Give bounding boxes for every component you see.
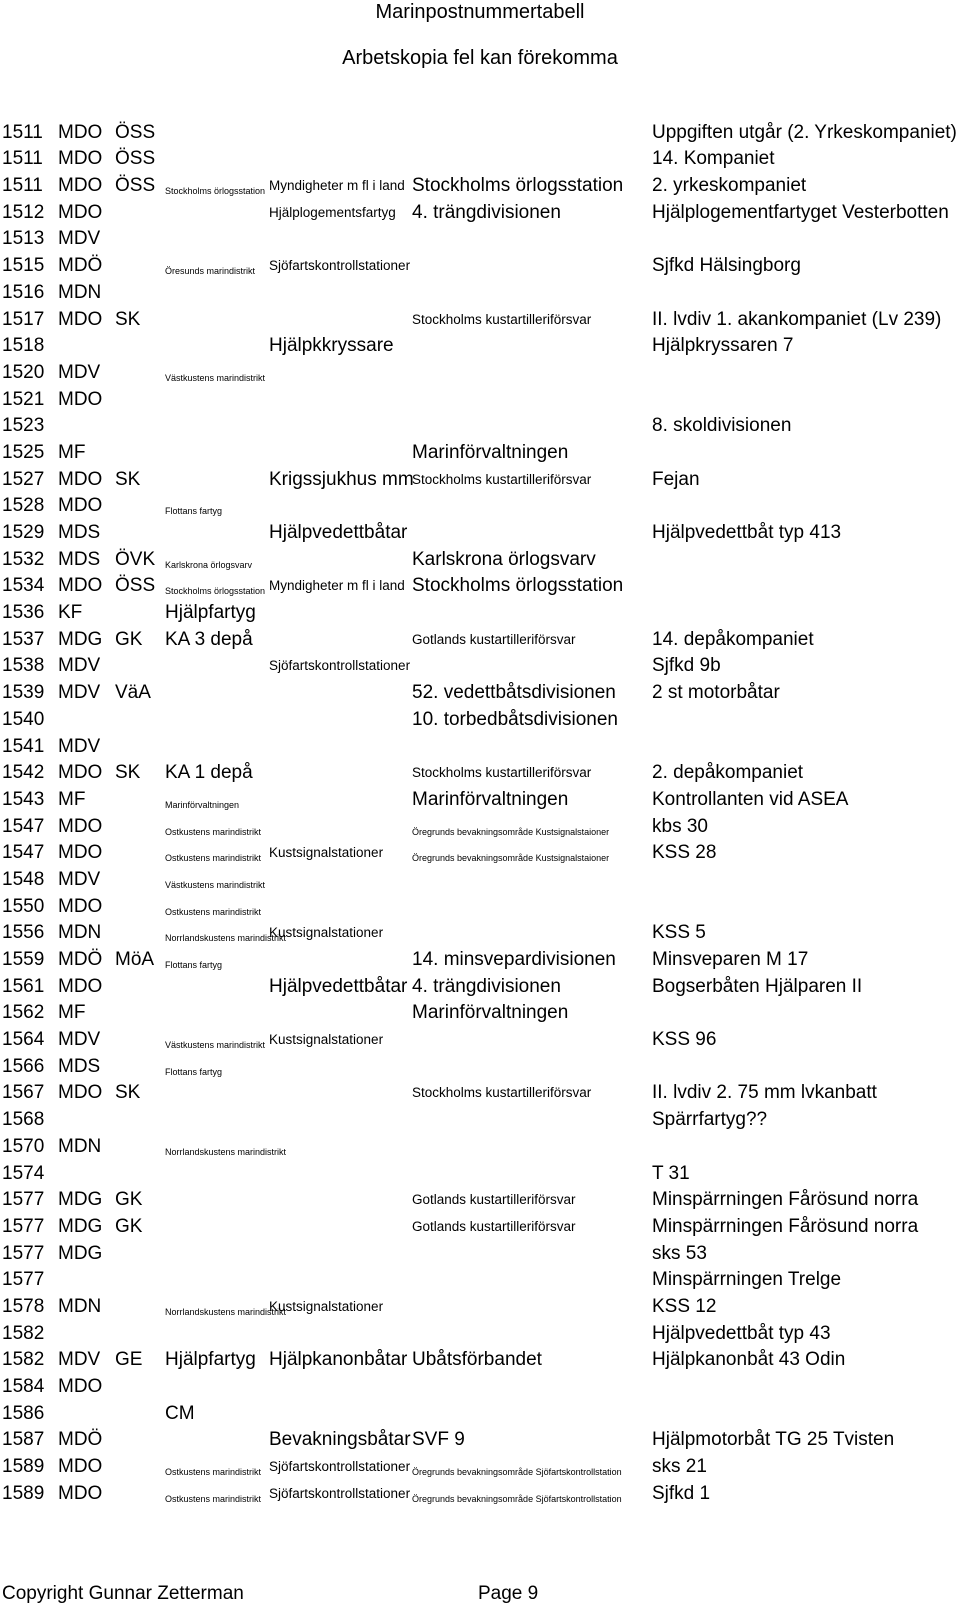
table-row: [0, 468, 960, 495]
cell-district: MDV: [58, 1349, 101, 1371]
cell-district: MDS: [58, 1055, 101, 1077]
cell-postnummer: 1550: [2, 895, 45, 917]
table-row: [0, 388, 960, 415]
cell-district: KF: [58, 602, 83, 624]
cell-district-name: Hjälpfartyg: [165, 602, 256, 624]
cell-district: MDV: [58, 735, 101, 757]
cell-district: MDO: [58, 1376, 103, 1397]
cell-category: Sjöfartskontrollstationer: [269, 1459, 411, 1475]
cell-district: MDÖ: [58, 949, 103, 970]
table-row: [0, 788, 960, 815]
table-row: [0, 1028, 960, 1055]
cell-unit-code: SK: [115, 1082, 141, 1104]
table-row: [0, 201, 960, 228]
cell-postnummer: 1517: [2, 308, 45, 330]
cell-description: Hjälplogementfartyget Vesterbotten: [652, 201, 949, 223]
cell-organisation: 52. vedettbåtsdivisionen: [412, 682, 616, 704]
table-row: [0, 548, 960, 575]
cell-category: Sjöfartskontrollstationer: [269, 258, 411, 274]
table-row: [0, 628, 960, 655]
cell-unit-code: ÖSS: [115, 575, 156, 597]
table-row: [0, 148, 960, 175]
cell-category: Myndigheter m fl i land: [269, 578, 405, 594]
table-row: [0, 308, 960, 335]
cell-unit-code: ÖSS: [115, 121, 156, 143]
cell-district: MDN: [58, 281, 102, 303]
cell-district: MDO: [58, 895, 103, 917]
cell-district: MDN: [58, 1295, 102, 1317]
cell-postnummer: 1529: [2, 522, 45, 543]
footer-page-number: Page 9: [478, 1583, 539, 1604]
cell-postnummer: 1511: [2, 148, 43, 170]
cell-description: Uppgiften utgår (2. Yrkeskompaniet): [652, 121, 957, 143]
cell-district-name: Flottans fartyg: [165, 1066, 223, 1077]
cell-district: MDN: [58, 922, 102, 944]
cell-description: KSS 12: [652, 1295, 717, 1317]
cell-district-name: KA 1 depå: [165, 762, 253, 784]
cell-description: Hjälpmotorbåt TG 25 Tvisten: [652, 1429, 895, 1451]
table-row: [0, 895, 960, 922]
table-row: [0, 415, 960, 442]
cell-organisation: Öregrunds bevakningsområde Kustsignalstaioner: [412, 826, 610, 837]
cell-postnummer: 1536: [2, 602, 45, 624]
cell-category: Myndigheter m fl i land: [269, 178, 405, 194]
cell-postnummer: 1547: [2, 842, 45, 864]
cell-district-name: Norrlandskustens marindistrikt: [165, 1146, 287, 1157]
cell-district: MDV: [58, 1029, 101, 1051]
cell-category: Hjälpvedettbåtar: [269, 522, 408, 543]
cell-category: Hjälplogementsfartyg: [269, 204, 396, 220]
table-row: [0, 735, 960, 762]
table-row: [0, 1429, 960, 1456]
cell-description: Sjfkd 9b: [652, 655, 721, 677]
cell-district-name: KA 3 depå: [165, 628, 253, 650]
cell-district-name: CM: [165, 1402, 195, 1424]
cell-postnummer: 1520: [2, 361, 45, 383]
cell-district-name: Hjälpfartyg: [165, 1349, 256, 1371]
cell-organisation: Öregrunds bevakningsområde Kustsignalstaioner: [412, 853, 610, 864]
cell-description: Hjälpkryssaren 7: [652, 335, 794, 357]
cell-description: sks 21: [652, 1456, 707, 1478]
cell-district: MDO: [58, 201, 103, 223]
cell-postnummer: 1512: [2, 201, 45, 223]
cell-postnummer: 1586: [2, 1402, 45, 1424]
table-row: [0, 1055, 960, 1082]
cell-organisation: Stockholms kustartilleriförsvar: [412, 1085, 592, 1101]
cell-unit-code: GK: [115, 1215, 143, 1237]
cell-description: Minspärrningen Fårösund norra: [652, 1189, 919, 1211]
cell-description: Hjälpvedettbåt typ 413: [652, 522, 842, 543]
cell-description: Kontrollanten vid ASEA: [652, 788, 849, 810]
table-row: [0, 948, 960, 975]
table-row: [0, 1215, 960, 1242]
cell-organisation: Gotlands kustartilleriförsvar: [412, 1192, 576, 1208]
cell-postnummer: 1587: [2, 1429, 45, 1451]
cell-district-name: Karlskrona örlogsvarv: [165, 559, 253, 570]
cell-unit-code: MöA: [115, 949, 155, 970]
cell-district: MDS: [58, 522, 101, 543]
cell-district: MDO: [58, 1456, 103, 1478]
cell-district: MF: [58, 1002, 86, 1024]
cell-district-name: Öresunds marindistrikt: [165, 266, 256, 277]
cell-postnummer: 1511: [2, 175, 43, 197]
cell-district: MDG: [58, 1242, 103, 1264]
cell-postnummer: 1556: [2, 922, 45, 944]
cell-postnummer: 1528: [2, 495, 45, 517]
table-row: [0, 655, 960, 682]
cell-district: MDG: [58, 1215, 103, 1237]
cell-unit-code: ÖSS: [115, 175, 156, 197]
cell-district: MDV: [58, 361, 101, 383]
cell-unit-code: VäA: [115, 682, 151, 704]
cell-district: MDO: [58, 975, 103, 997]
cell-unit-code: ÖSS: [115, 148, 156, 170]
table-row: [0, 575, 960, 602]
cell-description: 14. depåkompaniet: [652, 628, 814, 650]
cell-postnummer: 1543: [2, 788, 45, 810]
cell-category: Kustsignalstationer: [269, 845, 384, 861]
table-row: [0, 1082, 960, 1109]
cell-description: sks 53: [652, 1242, 707, 1264]
cell-organisation: Öregrunds bevakningsområde Sjöfartskontrollstation: [412, 1493, 622, 1504]
table-row: [0, 1269, 960, 1296]
cell-postnummer: 1516: [2, 281, 45, 303]
table-row: [0, 1349, 960, 1376]
table-row: [0, 922, 960, 949]
cell-postnummer: 1562: [2, 1002, 45, 1024]
table-row: [0, 1135, 960, 1162]
cell-description: KSS 5: [652, 922, 706, 944]
cell-postnummer: 1521: [2, 388, 45, 410]
cell-district: MDO: [58, 495, 103, 517]
cell-postnummer: 1525: [2, 441, 45, 463]
cell-organisation: 10. torbedbåtsdivisionen: [412, 708, 618, 730]
cell-organisation: Gotlands kustartilleriförsvar: [412, 1218, 576, 1234]
table-row: [0, 1322, 960, 1349]
cell-district-name: Flottans fartyg: [165, 506, 223, 517]
cell-description: Hjälpkanonbåt 43 Odin: [652, 1349, 846, 1371]
cell-district: MDV: [58, 655, 101, 677]
cell-district: MDO: [58, 815, 103, 837]
cell-unit-code: SK: [115, 762, 141, 784]
cell-postnummer: 1564: [2, 1029, 45, 1051]
cell-description: 2. depåkompaniet: [652, 762, 804, 784]
page-title: Marinpostnummertabell: [375, 1, 585, 23]
cell-category: Krigssjukhus mm: [269, 468, 414, 490]
table-row: [0, 1295, 960, 1322]
cell-postnummer: 1542: [2, 762, 45, 784]
cell-description: kbs 30: [652, 815, 708, 837]
table-row: [0, 1162, 960, 1189]
cell-unit-code: SK: [115, 308, 141, 330]
cell-organisation: Marinförvaltningen: [412, 1002, 569, 1024]
cell-postnummer: 1577: [2, 1242, 45, 1264]
cell-district: MDG: [58, 1189, 103, 1211]
table-row: [0, 1455, 960, 1482]
cell-category: Kustsignalstationer: [269, 925, 384, 941]
cell-postnummer: 1539: [2, 682, 45, 704]
table-row: [0, 708, 960, 735]
table-row: [0, 174, 960, 201]
cell-organisation: Stockholms kustartilleriförsvar: [412, 471, 592, 487]
cell-postnummer: 1570: [2, 1135, 45, 1157]
cell-postnummer: 1578: [2, 1295, 45, 1317]
cell-postnummer: 1518: [2, 335, 45, 357]
table-row: [0, 361, 960, 388]
table-row: [0, 495, 960, 522]
cell-postnummer: 1577: [2, 1189, 45, 1211]
table-row: [0, 815, 960, 842]
cell-postnummer: 1547: [2, 815, 45, 837]
cell-postnummer: 1577: [2, 1215, 45, 1237]
cell-category: Kustsignalstationer: [269, 1298, 384, 1314]
cell-organisation: Stockholms örlogsstation: [412, 175, 624, 197]
cell-postnummer: 1534: [2, 575, 45, 597]
cell-postnummer: 1532: [2, 548, 45, 570]
cell-district: MF: [58, 788, 86, 810]
cell-district: MDN: [58, 1135, 102, 1157]
cell-district: MDV: [58, 682, 101, 704]
cell-postnummer: 1541: [2, 735, 45, 757]
cell-district-name: Västkustens marindistrikt: [165, 1040, 266, 1051]
cell-district-name: Ostkustens marindistrikt: [165, 1493, 262, 1504]
cell-organisation: Marinförvaltningen: [412, 441, 569, 463]
table-row: [0, 762, 960, 789]
table-row: [0, 975, 960, 1002]
table-row: [0, 335, 960, 362]
cell-district: MDO: [58, 842, 103, 864]
table-row: [0, 842, 960, 869]
cell-organisation: Stockholms örlogsstation: [412, 575, 624, 597]
cell-postnummer: 1561: [2, 975, 45, 997]
cell-unit-code: GK: [115, 1189, 143, 1211]
cell-postnummer: 1537: [2, 628, 45, 650]
cell-postnummer: 1589: [2, 1482, 45, 1504]
cell-category: Hjälpkanonbåtar: [269, 1349, 408, 1371]
cell-district: MF: [58, 441, 86, 463]
footer-copyright: Copyright Gunnar Zetterman: [2, 1583, 244, 1604]
cell-district-name: Marinförvaltningen: [165, 799, 240, 810]
cell-district-name: Ostkustens marindistrikt: [165, 906, 262, 917]
cell-postnummer: 1574: [2, 1162, 45, 1184]
table-row: [0, 254, 960, 281]
cell-postnummer: 1584: [2, 1376, 45, 1397]
table-row: [0, 601, 960, 628]
cell-description: II. lvdiv 2. 75 mm lvkanbatt: [652, 1082, 877, 1104]
cell-district: MDO: [58, 388, 103, 410]
cell-postnummer: 1582: [2, 1349, 45, 1371]
cell-description: 8. skoldivisionen: [652, 415, 792, 437]
cell-district-name: Ostkustens marindistrikt: [165, 1467, 262, 1478]
table-row: [0, 281, 960, 308]
cell-description: 14. Kompaniet: [652, 148, 775, 170]
cell-district: MDÖ: [58, 1429, 103, 1451]
cell-description: Minspärrningen Trelge: [652, 1269, 842, 1291]
cell-description: 2 st motorbåtar: [652, 682, 780, 704]
cell-category: Hjälpvedettbåtar: [269, 975, 408, 997]
cell-description: Spärrfartyg??: [652, 1109, 768, 1131]
cell-category: Sjöfartskontrollstationer: [269, 658, 411, 674]
table-row: [0, 1002, 960, 1029]
cell-postnummer: 1548: [2, 868, 45, 890]
table-row: [0, 228, 960, 255]
cell-category: Bevakningsbåtar: [269, 1429, 411, 1451]
table-row: [0, 1242, 960, 1269]
cell-district: MDO: [58, 175, 103, 197]
cell-postnummer: 1511: [2, 121, 43, 143]
cell-district-name: Ostkustens marindistrikt: [165, 826, 262, 837]
cell-organisation: SVF 9: [412, 1429, 465, 1451]
cell-district: MDV: [58, 868, 101, 890]
cell-description: Sjfkd 1: [652, 1482, 711, 1504]
table-row: [0, 1189, 960, 1216]
cell-district-name: Stockholms örlogsstation: [165, 186, 266, 197]
cell-district-name: Stockholms örlogsstation: [165, 586, 266, 597]
cell-unit-code: GK: [115, 628, 143, 650]
postnumber-table: [0, 121, 960, 1509]
cell-postnummer: 1527: [2, 468, 45, 490]
cell-postnummer: 1589: [2, 1456, 45, 1478]
cell-category: Kustsignalstationer: [269, 1032, 384, 1048]
cell-district-name: Västkustens marindistrikt: [165, 879, 266, 890]
cell-district: MDO: [58, 121, 103, 143]
table-row: [0, 868, 960, 895]
cell-district-name: Flottans fartyg: [165, 960, 223, 970]
cell-postnummer: 1577: [2, 1269, 45, 1291]
cell-organisation: Marinförvaltningen: [412, 788, 569, 810]
cell-description: 2. yrkeskompaniet: [652, 175, 807, 197]
cell-organisation: 4. trängdivisionen: [412, 975, 561, 997]
cell-organisation: Gotlands kustartilleriförsvar: [412, 631, 576, 647]
cell-district: MDG: [58, 628, 103, 650]
cell-postnummer: 1568: [2, 1109, 45, 1131]
cell-postnummer: 1567: [2, 1082, 45, 1104]
cell-postnummer: 1515: [2, 255, 45, 277]
cell-unit-code: GE: [115, 1349, 143, 1371]
cell-district-name: Norrlandskustens marindistrikt: [165, 933, 287, 944]
cell-district: MDO: [58, 308, 103, 330]
cell-category: Hjälpkkryssare: [269, 335, 394, 357]
cell-category: Sjöfartskontrollstationer: [269, 1485, 411, 1501]
table-row: [0, 121, 960, 148]
table-row: [0, 1402, 960, 1429]
cell-organisation: Karlskrona örlogsvarv: [412, 548, 596, 570]
table-row: [0, 681, 960, 708]
cell-organisation: Ubåtsförbandet: [412, 1349, 542, 1371]
cell-organisation: 14. minsvepardivisionen: [412, 949, 616, 970]
table-row: [0, 441, 960, 468]
cell-description: Sjfkd Hälsingborg: [652, 255, 801, 277]
cell-postnummer: 1538: [2, 655, 45, 677]
cell-district: MDO: [58, 1482, 103, 1504]
cell-description: KSS 96: [652, 1029, 717, 1051]
cell-description: KSS 28: [652, 842, 717, 864]
cell-postnummer: 1582: [2, 1322, 45, 1344]
table-row: [0, 1482, 960, 1509]
cell-postnummer: 1559: [2, 949, 45, 970]
cell-district: MDO: [58, 148, 103, 170]
cell-district: MDO: [58, 762, 103, 784]
cell-organisation: Stockholms kustartilleriförsvar: [412, 765, 592, 781]
cell-description: Fejan: [652, 468, 700, 490]
cell-postnummer: 1540: [2, 708, 45, 730]
cell-postnummer: 1513: [2, 228, 45, 250]
table-row: [0, 1108, 960, 1135]
cell-district-name: Ostkustens marindistrikt: [165, 853, 262, 864]
cell-district: MDS: [58, 548, 101, 570]
cell-description: Hjälpvedettbåt typ 43: [652, 1322, 831, 1344]
cell-unit-code: ÖVK: [115, 548, 156, 570]
cell-description: Minspärrningen Fårösund norra: [652, 1215, 919, 1237]
cell-district: MDÖ: [58, 255, 103, 277]
cell-organisation: 4. trängdivisionen: [412, 201, 561, 223]
table-row: [0, 521, 960, 548]
cell-postnummer: 1523: [2, 415, 45, 437]
cell-district-name: Västkustens marindistrikt: [165, 372, 266, 383]
cell-district: MDO: [58, 575, 103, 597]
cell-description: II. lvdiv 1. akankompaniet (Lv 239): [652, 308, 942, 330]
cell-description: Minsveparen M 17: [652, 949, 809, 970]
cell-postnummer: 1566: [2, 1055, 45, 1077]
cell-district: MDO: [58, 1082, 103, 1104]
cell-district-name: Norrlandskustens marindistrikt: [165, 1306, 287, 1317]
table-row: [0, 1375, 960, 1402]
cell-organisation: Öregrunds bevakningsområde Sjöfartskontrollstation: [412, 1467, 622, 1478]
cell-description: T 31: [652, 1162, 690, 1184]
cell-description: Bogserbåten Hjälparen II: [652, 975, 863, 997]
cell-organisation: Stockholms kustartilleriförsvar: [412, 311, 592, 327]
cell-unit-code: SK: [115, 468, 141, 490]
cell-district: MDV: [58, 228, 101, 250]
page-subtitle: Arbetskopia fel kan förekomma: [342, 47, 618, 69]
cell-district: MDO: [58, 468, 103, 490]
